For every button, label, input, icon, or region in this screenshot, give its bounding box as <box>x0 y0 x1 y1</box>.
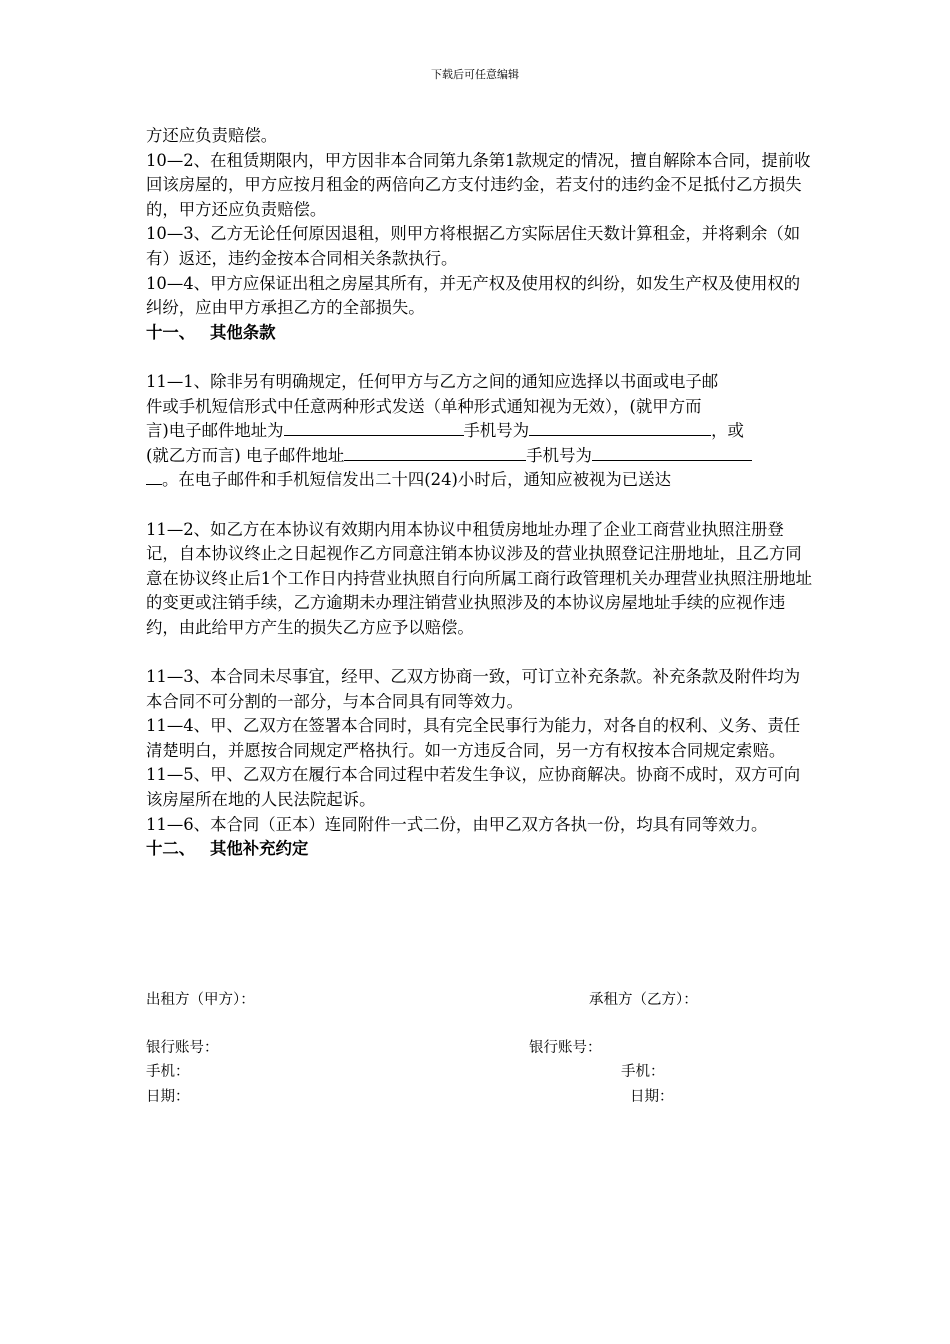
paragraph-10-4: 10—4、甲方应保证出租之房屋其所有，并无产权及使用权的纠纷，如发生产权及使用权的纠纷，应由甲方承担乙方的全部损失。 <box>146 273 801 318</box>
party-b-email-blank <box>344 444 526 461</box>
clause-11-1 <box>146 370 816 493</box>
lessor-date-label: 日期： <box>146 1089 190 1105</box>
party-a-phone-blank <box>529 419 711 436</box>
section-11-heading <box>146 321 816 346</box>
section-12-heading <box>146 837 816 862</box>
clause-11-1-delivery-text: 。在电子邮件和手机短信发出二十四(24)小时后，通知应被视为已送达 <box>162 470 671 490</box>
or-text: ，或 <box>711 421 744 441</box>
clause-11-2: 11—2、如乙方在本协议有效期内用本协议中租赁房地址办理了企业工商营业执照注册登记，自本协议终止之日起视作乙方同意注销本协议涉及的营业执照登记注册地址，且乙方同意在协议终止后1个工作日内持营业执照自行向所属工商行政管理机关办理营业执照注册地址的变更或注销手续，乙方逾期未办理注销营业执照涉及的本协议房屋地址手续的应视作违约，由此给甲方产生的损失乙方应予以赔偿。 <box>146 519 813 637</box>
party-a-phone-label: 手机号为 <box>463 421 530 441</box>
clause-11-1-line3 <box>146 419 816 444</box>
paragraph-10-3: 10—3、乙方无论任何原因退租，则甲方将根据乙方实际居住天数计算租金，并将剩余（如有）返还，违约金按本合同相关条款执行。 <box>146 224 801 268</box>
party-a-email-blank <box>284 419 464 436</box>
clause-11-5: 11—5、甲、乙双方在履行本合同过程中若发生争议，应协商解决。协商不成时，双方可向该房屋所在地的人民法院起诉。 <box>146 765 801 810</box>
section-12-number: 十二、 <box>146 839 196 859</box>
party-b-phone-label: 手机号为 <box>526 445 592 465</box>
lessee-phone-label: 手机： <box>621 1064 665 1080</box>
paragraph-10-1-end: 方还应负责赔偿。 <box>146 126 278 145</box>
clause-11-4: 11—4、甲、乙双方在签署本合同时，具有完全民事行为能力，对各自的权利、义务、责任清楚明白，并愿按合同规定严格执行。如一方违反合同，另一方有权按本合同规定索赔。 <box>146 716 801 760</box>
party-b-phone-blank-cont <box>146 468 162 485</box>
clause-11-6: 11—6、本合同（正本）连同附件一式二份，由甲乙双方各执一份，均具有同等效力。 <box>146 814 768 834</box>
clause-11-1-line4 <box>146 444 816 469</box>
party-a-email-label: 言)电子邮件地址为 <box>146 421 284 441</box>
section-11-number: 十一、 <box>146 322 196 342</box>
party-b-phone-blank <box>592 444 752 461</box>
lessee-bank-account-label: 银行账号： <box>529 1040 602 1056</box>
lessee-label: 承租方（乙方）： <box>589 992 698 1008</box>
lessor-label: 出租方（甲方）： <box>146 992 255 1008</box>
clause-11-1-line2: 件或手机短信形式中任意两种形式发送（单种形式通知视为无效），(就甲方而 <box>146 396 702 416</box>
lessee-date-label: 日期： <box>630 1089 674 1105</box>
document-body <box>146 124 816 862</box>
paragraph-10-2: 10—2、在租赁期限内，甲方因非本合同第九条第1款规定的情况，擅自解除本合同，提前收回该房屋的，甲方应按月租金的两倍向乙方支付违约金，若支付的违约金不足抵付乙方损失的，甲方还应负责赔偿。 <box>146 150 811 219</box>
clause-11-1-line1: 11—1、除非另有明确规定，任何甲方与乙方之间的通知应选择以书面或电子邮 <box>146 371 719 391</box>
section-11-title: 其他条款 <box>210 322 276 342</box>
section-12-title: 其他补充约定 <box>210 839 309 859</box>
clause-11-3: 11—3、本合同未尽事宜，经甲、乙双方协商一致，可订立补充条款。补充条款及附件均为本合同不可分割的一部分，与本合同具有同等效力。 <box>146 667 801 711</box>
lessor-phone-label: 手机： <box>146 1064 190 1080</box>
lessor-bank-account-label: 银行账号： <box>146 1040 219 1056</box>
party-b-email-label: (就乙方而言) 电子邮件地址 <box>146 445 345 465</box>
clause-11-1-line5 <box>146 468 816 493</box>
page-header: 下载后可任意编辑 <box>431 68 519 81</box>
